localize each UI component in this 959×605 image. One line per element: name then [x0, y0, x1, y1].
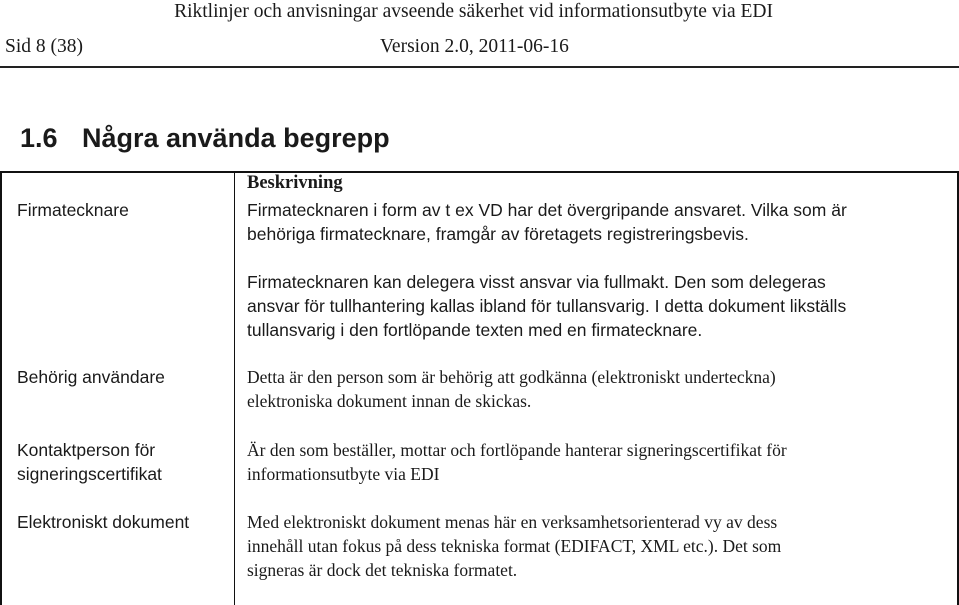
description-elektroniskt-dokument: [247, 510, 781, 582]
description-line: Är den som beställer, mottar och fortlöpande hanterar signeringscertifikat för: [247, 440, 787, 460]
term-elektroniskt-dokument: Elektroniskt dokument: [17, 512, 190, 532]
table-border-left: [0, 171, 2, 605]
description-line: Firmatecknaren kan delegera visst ansvar via fullmakt. Den som delegeras: [247, 272, 826, 292]
description-line: tullansvarig i den fortlöpande texten med en firmatecknare.: [247, 320, 703, 340]
description-behorig-anvandare: [247, 365, 776, 413]
description-line: ansvar för tullhantering kallas ibland för tullansvarig. I detta dokument likställs: [247, 296, 847, 316]
description-line: Detta är den person som är behörig att godkänna (elektroniskt underteckna): [247, 367, 776, 387]
column-header-description: Beskrivning: [247, 173, 343, 193]
term-line: Kontaktperson för: [17, 440, 156, 460]
term-line: signeringscertifikat: [17, 464, 162, 484]
description-line: behöriga firmatecknare, framgår av företagets registreringsbevis.: [247, 224, 749, 244]
term-kontaktperson: [17, 438, 162, 486]
section-number: 1.6: [20, 123, 58, 153]
description-kontaktperson: [247, 438, 787, 486]
description-line: signeras är dock det tekniska formatet.: [247, 560, 518, 580]
description-line: [247, 246, 847, 270]
version-date: Version 2.0, 2011-06-16: [380, 36, 569, 57]
table-column-divider: [234, 171, 235, 605]
term-behorig-anvandare: Behörig användare: [17, 367, 165, 387]
section-heading: [20, 121, 390, 155]
terms-table: [0, 171, 959, 605]
term-firmatecknare: Firmatecknare: [17, 200, 129, 220]
description-line: elektroniska dokument innan de skickas.: [247, 391, 532, 411]
table-border-top: [0, 171, 959, 173]
description-line: Med elektroniskt dokument menas här en verksamhetsorienterad vy av dess: [247, 512, 778, 532]
description-line: innehåll utan fokus på dess tekniska format (EDIFACT, XML etc.). Det som: [247, 536, 782, 556]
header-rule: [0, 66, 959, 68]
description-line: informationsutbyte via EDI: [247, 464, 440, 484]
running-title: Riktlinjer och anvisningar avseende säkerhet vid informationsutbyte via EDI: [174, 1, 773, 22]
description-firmatecknare: [247, 198, 847, 342]
page-number: Sid 8 (38): [5, 36, 83, 57]
description-line: Firmatecknaren i form av t ex VD har det övergripande ansvaret. Vilka som är: [247, 200, 847, 220]
section-title: Några använda begrepp: [82, 123, 390, 153]
